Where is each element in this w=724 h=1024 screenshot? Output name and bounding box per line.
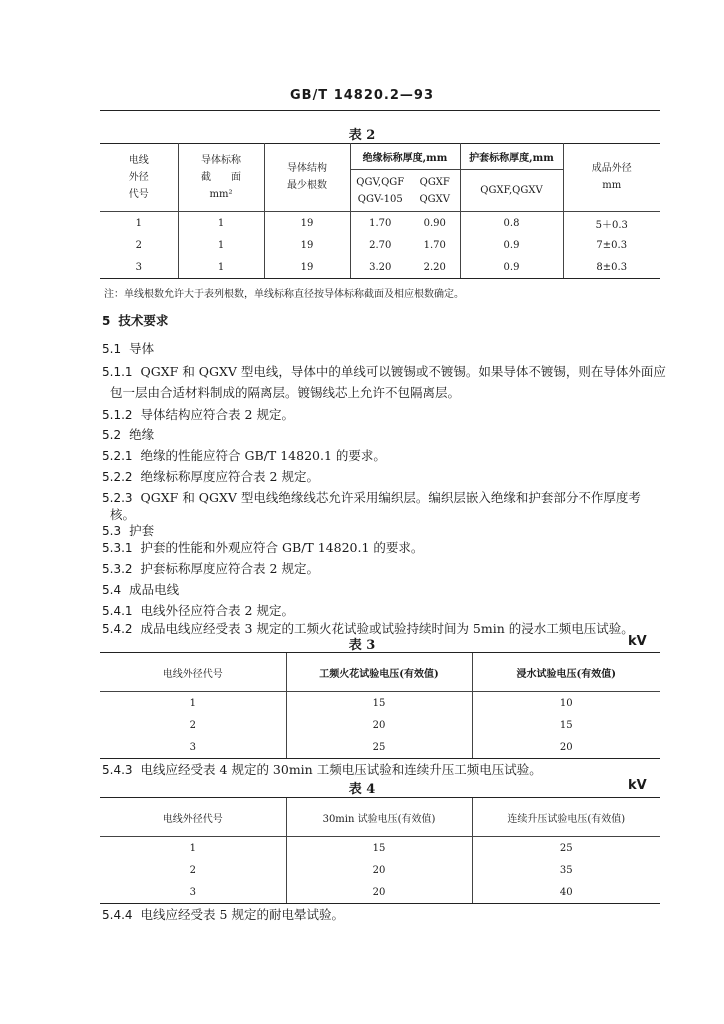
t4-h1: 30min 试验电压(有效值) [286, 798, 472, 837]
table-row: 3 20 40 [100, 881, 660, 904]
table3-caption: 表 3 [348, 638, 376, 653]
th-code: 电线 外径 代号 [100, 143, 178, 212]
table2-caption: 表 2 [348, 128, 376, 143]
section-line: 5.4 成品电线 [102, 582, 180, 597]
th-ins-sub2: QGXF QGXV [410, 170, 460, 212]
table-row: 2 20 35 [100, 859, 660, 881]
page-header: GB/T 14820.2—93 [289, 88, 435, 103]
table-row: 1 15 10 [100, 692, 660, 715]
section-line: 5.1.1 QGXF 和 QGXV 型电线，导体中的单线可以镀锡或不镀锡。如果导体不镀锡，则在导体外面应 [102, 364, 666, 379]
table-row: 2 1 19 2.70 1.70 0.9 7±0.3 [100, 234, 660, 256]
section-5-4-4: 5.4.4 电线应经受表 5 规定的耐电晕试验。 [102, 907, 344, 922]
th-strands: 导体结构 最少根数 [264, 143, 350, 212]
section-line: 5.2.3 QGXF 和 QGXV 型电线绝缘线芯允许采用编织层。编织层嵌入绝缘和护套部分不作厚度考 [102, 490, 641, 505]
t4-h2: 连续升压试验电压(有效值) [472, 798, 660, 837]
section-line: 5.4.1 电线外径应符合表 2 规定。 [102, 603, 294, 618]
section-line: 核。 [110, 507, 136, 522]
section-line: 5.2.1 绝缘的性能应符合 GB/T 14820.1 的要求。 [102, 448, 386, 463]
t3-h0: 电线外径代号 [100, 653, 286, 692]
table4-unit: kV [628, 778, 647, 793]
th-jacket: 护套标称厚度,mm [460, 143, 563, 170]
th-ins-sub1: QGV,QGF QGV-105 [350, 170, 410, 212]
section-line: 5.4.2 成品电线应经受表 3 规定的工频火花试验或试验持续时间为 5min 的浸水工频电压试验。 [102, 621, 634, 636]
section-5-4-3: 5.4.3 电线应经受表 4 规定的 30min 工频电压试验和连续升压工频电压试验。 [102, 762, 542, 777]
section-line: 5.3.2 护套标称厚度应符合表 2 规定。 [102, 561, 319, 576]
section-line: 5.1.2 导体结构应符合表 2 规定。 [102, 407, 294, 422]
th-insulation: 绝缘标称厚度,mm [350, 143, 460, 170]
table-row: 2 20 15 [100, 714, 660, 736]
th-od: 成品外径 mm [563, 143, 660, 212]
t3-h1: 工频火花试验电压(有效值) [286, 653, 472, 692]
section-line: 5.2 绝缘 [102, 427, 155, 442]
table2-note: 注：单线根数允许大于表列根数，单线标称直径按导体标称截面及相应根数确定。 [104, 289, 464, 300]
section-line: 包一层由合适材料制成的隔离层。镀锡线芯上允许不包隔离层。 [110, 385, 461, 400]
section-line: 5.1 导体 [102, 341, 155, 356]
section-line: 5.2.2 绝缘标称厚度应符合表 2 规定。 [102, 469, 319, 484]
header-rule [100, 110, 660, 111]
t4-h0: 电线外径代号 [100, 798, 286, 837]
table2 [100, 143, 660, 279]
table3-unit: kV [628, 634, 647, 649]
th-jacket-sub: QGXF,QGXV [460, 170, 563, 212]
section-line: 5.3.1 护套的性能和外观应符合 GB/T 14820.1 的要求。 [102, 540, 424, 555]
th-section: 导体标称 截 面 mm² [178, 143, 264, 212]
t3-h2: 浸水试验电压(有效值) [472, 653, 660, 692]
table4-caption: 表 4 [348, 782, 376, 797]
table-row: 1 1 19 1.70 0.90 0.8 5＋0.3 [100, 212, 660, 235]
section-line: 5 技术要求 [102, 313, 169, 328]
section-line: 5.3 护套 [102, 523, 155, 538]
table4 [100, 797, 660, 904]
table-row: 3 1 19 3.20 2.20 0.9 8±0.3 [100, 256, 660, 279]
table-row: 3 25 20 [100, 736, 660, 759]
table3 [100, 652, 660, 759]
table-row: 1 15 25 [100, 837, 660, 860]
